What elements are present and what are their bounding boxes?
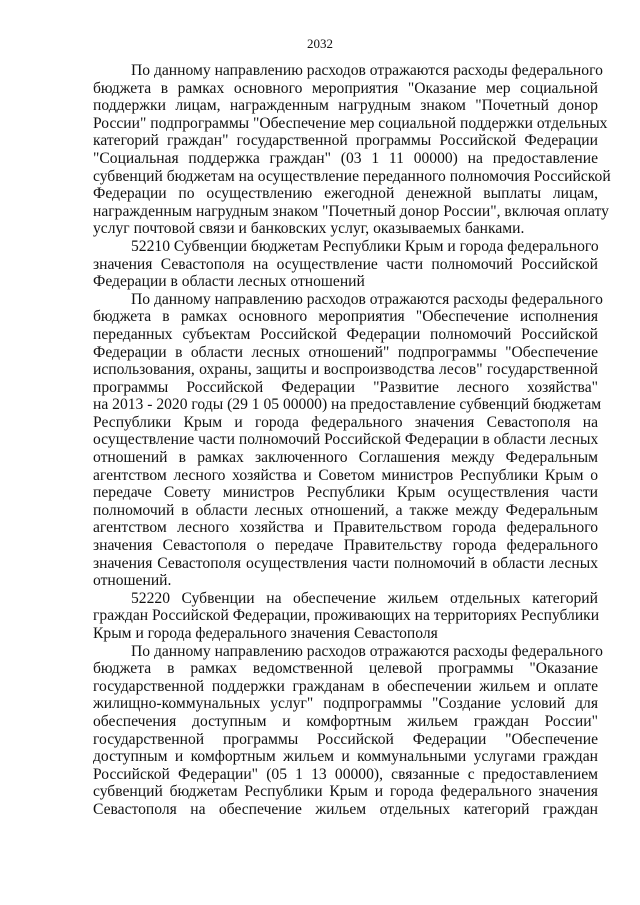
paragraph bbox=[93, 590, 598, 643]
text-line: программы Российской Федерации "Развитие лесного хозяйства" bbox=[93, 378, 598, 396]
text-line: 52220 Субвенции на обеспечение жильем отдельных категорий bbox=[131, 589, 598, 607]
text-line: Севастополя на обеспечение жильем отдельных категорий граждан bbox=[93, 800, 598, 818]
text-line: России" подпрограммы "Обеспечение мер социальной поддержки отдельных bbox=[93, 114, 608, 132]
text-line: жилищно-коммунальных услуг" подпрограммы "Создание условий для bbox=[93, 695, 598, 713]
text-line: государственной программы Российской Федерации "Обеспечение bbox=[93, 730, 598, 748]
text-line: бюджета в рамках основного мероприятия "Обеспечение исполнения bbox=[93, 308, 598, 326]
paragraph bbox=[93, 238, 598, 291]
text-line: значения Севастополя на осуществление части полномочий Российской bbox=[93, 255, 598, 273]
paragraph bbox=[93, 642, 603, 819]
text-line: По данному направлению расходов отражаются расходы федерального bbox=[131, 642, 603, 660]
text-line: бюджета в рамках основного мероприятия "Оказание мер социальной bbox=[93, 79, 598, 97]
text-line: Федерации в области лесных отношений" подпрограммы "Обеспечение bbox=[93, 343, 598, 361]
text-line: поддержки лицам, награжденным нагрудным знаком "Почетный донор bbox=[93, 97, 598, 115]
text-line: переданных субъектам Российской Федерации полномочий Российской bbox=[93, 325, 598, 343]
text-line: бюджета в рамках ведомственной целевой программы "Оказание bbox=[93, 660, 598, 678]
text-line: По данному направлению расходов отражаются расходы федерального bbox=[131, 62, 603, 79]
text-line: отношений в рамках заключенного Соглашения между Федеральным bbox=[93, 449, 598, 467]
text-line: награжденным нагрудным знаком "Почетный донор России", включая оплату bbox=[93, 202, 609, 220]
page-number: 2032 bbox=[307, 36, 333, 51]
text-line: значения Севастополя осуществления части полномочий в области лесных bbox=[93, 554, 598, 572]
text-line: передаче Совету министров Республики Крым осуществления части bbox=[93, 484, 598, 502]
text-line: категорий граждан" государственной программы Российской Федерации bbox=[93, 132, 598, 150]
text-line: 52210 Субвенции бюджетам Республики Крым и города федерального bbox=[131, 237, 599, 255]
text-line: "Социальная поддержка граждан" (03 1 11 00000) на предоставление bbox=[93, 149, 598, 167]
text-line: обеспечения доступным и комфортным жильем граждан России" bbox=[93, 712, 598, 730]
text-line: значения Севастополя о передаче Правительству города федерального bbox=[93, 537, 598, 555]
text-line: Федерации в области лесных отношений bbox=[93, 273, 365, 291]
text-line: осуществление части полномочий Российской Федерации в области лесных bbox=[93, 431, 599, 449]
text-line: на 2013 - 2020 годы (29 1 05 00000) на предоставление субвенций бюджетам bbox=[93, 396, 602, 414]
text-line: граждан Российской Федерации, проживающих на территориях Республики bbox=[93, 607, 600, 625]
paragraph bbox=[93, 290, 603, 590]
text-line: полномочий в области лесных отношений, а также между Федеральным bbox=[93, 501, 598, 519]
text-line: По данному направлению расходов отражаются расходы федерального bbox=[131, 290, 603, 308]
text-line: доступным и комфортным жильем и коммунальными услугами граждан bbox=[93, 748, 598, 766]
text-line: услуг почтовой связи и банковских услуг, оказываемых банками. bbox=[93, 220, 525, 238]
text-line: Российской Федерации" (05 1 13 00000), связанные с предоставлением bbox=[93, 765, 598, 783]
text-line: агентством лесного хозяйства и Правительством города федерального bbox=[93, 519, 598, 537]
paragraph bbox=[93, 62, 611, 238]
text-line: Республики Крым и города федерального значения Севастополя на bbox=[93, 413, 598, 431]
text-line: агентством лесного хозяйства и Советом министров Республики Крым о bbox=[93, 466, 598, 484]
text-line: отношений. bbox=[93, 572, 172, 590]
text-line: Федерации по осуществлению ежегодной денежной выплаты лицам, bbox=[93, 185, 598, 203]
text-line: субвенций бюджетам на осуществление переданного полномочия Российской bbox=[93, 167, 611, 185]
text-line: использования, охраны, защиты и воспроизводства лесов" государственной bbox=[93, 361, 598, 379]
text-line: государственной поддержки гражданам в обеспечении жильем и оплате bbox=[93, 677, 598, 695]
document-body bbox=[93, 62, 611, 819]
text-line: Крым и города федерального значения Севастополя bbox=[93, 625, 438, 642]
text-line: субвенций бюджетам Республики Крым и города федерального значения bbox=[93, 783, 598, 801]
